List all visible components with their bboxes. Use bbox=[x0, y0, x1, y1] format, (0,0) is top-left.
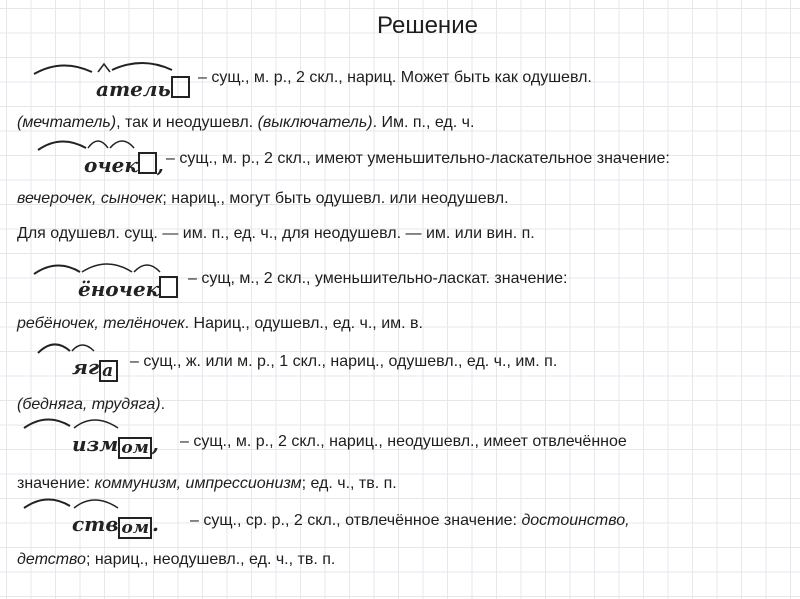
item-continuation: (мечтатель), так и неодушевл. (выключатель). Им. п., ед. ч. bbox=[17, 114, 475, 131]
morpheme-suffix-ochek: очек , bbox=[36, 152, 164, 177]
item-continuation-2: Для одушевл. сущ. — им. п., ед. ч., для неодушевл. — им. или вин. п. bbox=[17, 225, 535, 242]
morpheme-arcs-icon bbox=[22, 492, 162, 512]
morpheme-arcs-icon bbox=[36, 335, 136, 355]
morpheme-arcs-icon bbox=[32, 256, 192, 276]
item-description: – сущ., м. р., 2 скл., имеют уменьшительно-ласкательное значение: bbox=[166, 150, 670, 167]
ending-box bbox=[159, 276, 178, 298]
item-description: – сущ., ж. или м. р., 1 скл., нариц., одушевл., ед. ч., им. п. bbox=[130, 353, 558, 370]
ending-box bbox=[171, 76, 190, 98]
page-title: Решение bbox=[377, 12, 478, 39]
item-description: – сущ., м. р., 2 скл., нариц., неодушевл., имеет отвлечённое bbox=[180, 433, 627, 450]
morpheme-suffix-izm: изм ом , bbox=[22, 432, 159, 459]
morpheme-suffix-atel: атель bbox=[32, 76, 190, 101]
item-continuation: (бедняга, трудяга). bbox=[17, 396, 166, 413]
morpheme-suffix-stv: ств ом . bbox=[22, 512, 159, 539]
item-continuation: детство; нариц., неодушевл., ед. ч., тв. п. bbox=[17, 551, 336, 568]
item-description: – сущ., м. р., 2 скл., нариц. Может быть как одушевл. bbox=[198, 69, 592, 86]
ending-box: ом bbox=[118, 517, 152, 539]
item-continuation: значение: коммунизм, импрессионизм; ед. ч., тв. п. bbox=[17, 475, 397, 492]
item-continuation: вечерочек, сыночек; нариц., могут быть одушевл. или неодушевл. bbox=[17, 190, 509, 207]
morpheme-suffix-yag: яг а bbox=[36, 355, 118, 382]
item-continuation: ребёночек, телёночек. Нариц., одушевл., ед. ч., им. в. bbox=[17, 315, 423, 332]
ending-box: а bbox=[99, 360, 118, 382]
morpheme-arcs-icon bbox=[22, 412, 162, 432]
item-description: – сущ., ср. р., 2 скл., отвлечённое значение: достоинство, bbox=[190, 512, 630, 529]
morpheme-arcs-icon bbox=[32, 56, 192, 76]
item-description: – сущ, м., 2 скл., уменьшительно-ласкат. значение: bbox=[188, 270, 568, 287]
morpheme-arcs-icon bbox=[36, 132, 176, 152]
ending-box: ом bbox=[118, 437, 152, 459]
morpheme-suffix-yonochek: ёночек bbox=[32, 276, 178, 301]
ending-box bbox=[138, 152, 157, 174]
